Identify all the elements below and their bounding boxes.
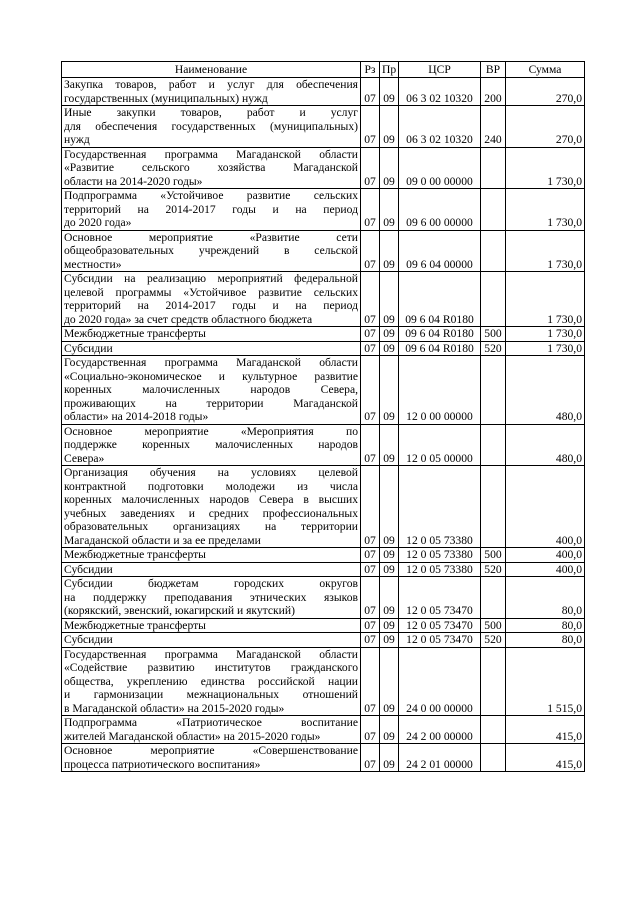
row-sum: 1 730,0: [506, 341, 585, 356]
table-row: [62, 744, 585, 772]
row-csr: 09 6 00 00000: [399, 189, 481, 231]
table-row: [62, 424, 585, 466]
row-vr: 500: [481, 548, 506, 563]
row-pr: 09: [380, 272, 399, 327]
row-name: [62, 548, 361, 563]
row-csr: 06 3 02 10320: [399, 106, 481, 148]
row-name: [62, 633, 361, 648]
row-csr: 09 6 04 R0180: [399, 327, 481, 342]
row-sum: 415,0: [506, 744, 585, 772]
table-row: [62, 341, 585, 356]
row-vr: [481, 356, 506, 425]
table-row: [62, 618, 585, 633]
row-csr: 12 0 05 73380: [399, 548, 481, 563]
row-name: [62, 618, 361, 633]
row-name-line: Субсидии: [64, 633, 113, 646]
table-row: [62, 633, 585, 648]
row-pr: 09: [380, 356, 399, 425]
row-name-line: образовательных организациях на территории: [64, 520, 358, 533]
row-sum: 1 730,0: [506, 147, 585, 189]
row-name-line: (корякский, эвенский, юкагирский и якутский): [64, 604, 295, 617]
row-name-line: Межбюджетные трансферты: [64, 548, 206, 561]
row-rz: 07: [361, 341, 380, 356]
row-pr: 09: [380, 424, 399, 466]
row-rz: 07: [361, 78, 380, 106]
row-name-line: «Социально-экономическое и культурное развитие: [64, 369, 358, 383]
row-name: [62, 230, 361, 272]
row-name: [62, 272, 361, 327]
row-name-line: Субсидии на реализацию мероприятий федеральной: [64, 272, 358, 285]
row-name-line: общества, укреплению единства российской нации: [64, 674, 358, 688]
row-name-line: коренных малочисленных народов Севера,: [64, 383, 358, 396]
row-name-line: Государственная программа Магаданской области: [64, 356, 358, 369]
row-name-line: Межбюджетные трансферты: [64, 618, 206, 632]
row-pr: 09: [380, 647, 399, 716]
row-name: [62, 577, 361, 619]
row-csr: 12 0 05 73470: [399, 633, 481, 648]
header-name: Наименование: [62, 62, 361, 78]
row-pr: 09: [380, 633, 399, 648]
budget-table: [61, 61, 585, 772]
header-pr: Пр: [380, 62, 399, 78]
row-sum: 270,0: [506, 106, 585, 148]
row-pr: 09: [380, 577, 399, 619]
row-sum: 415,0: [506, 716, 585, 744]
row-name-line: до 2020 года»: [64, 216, 132, 229]
row-name-line: процесса патриотического воспитания»: [64, 757, 261, 771]
row-sum: 400,0: [506, 466, 585, 548]
row-name: [62, 106, 361, 148]
row-vr: 240: [481, 106, 506, 148]
row-name-line: «Развитие сельского хозяйства Магаданской: [64, 161, 358, 174]
row-sum: 1 730,0: [506, 272, 585, 327]
row-name-line: для обеспечения государственных (муниципальных): [64, 119, 358, 133]
table-row: [62, 189, 585, 231]
row-vr: [481, 147, 506, 189]
row-rz: 07: [361, 716, 380, 744]
row-vr: 500: [481, 327, 506, 342]
row-name-line: до 2020 года» за счет средств областного бюджета: [64, 312, 313, 326]
table-row: [62, 577, 585, 619]
row-sum: 80,0: [506, 577, 585, 619]
table-row: [62, 272, 585, 327]
row-vr: [481, 424, 506, 466]
row-pr: 09: [380, 230, 399, 272]
header-sum: Сумма: [506, 62, 585, 78]
row-csr: 24 0 00 00000: [399, 647, 481, 716]
row-name-line: государственных (муниципальных) нужд: [64, 91, 268, 105]
row-pr: 09: [380, 189, 399, 231]
row-name-line: и гармонизации межнациональных отношений: [64, 688, 358, 701]
table-row: [62, 106, 585, 148]
row-name: [62, 189, 361, 231]
row-name-line: Субсидии: [64, 341, 113, 355]
row-name-line: Основное мероприятие «Совершенствование: [64, 744, 358, 757]
row-name-line: Севера»: [64, 451, 105, 465]
row-name-line: общеобразовательных учреждений в сельской: [64, 244, 358, 257]
header-rz: Рз: [361, 62, 380, 78]
row-name-line: «Содействие развитию институтов гражданского: [64, 661, 358, 674]
row-pr: 09: [380, 618, 399, 633]
row-name: [62, 716, 361, 744]
table-row: [62, 716, 585, 744]
row-sum: 80,0: [506, 618, 585, 633]
row-name-line: Государственная программа Магаданской области: [64, 147, 358, 161]
row-name-line: Иные закупки товаров, работ и услуг: [64, 106, 358, 119]
table-body: [62, 78, 585, 772]
row-name: [62, 647, 361, 716]
row-name: [62, 744, 361, 772]
row-vr: 500: [481, 618, 506, 633]
row-name: [62, 466, 361, 548]
row-sum: 480,0: [506, 356, 585, 425]
row-rz: 07: [361, 633, 380, 648]
row-name-line: контрактной подготовки молодежи из числа: [64, 479, 358, 493]
row-sum: 1 730,0: [506, 327, 585, 342]
row-rz: 07: [361, 618, 380, 633]
row-pr: 09: [380, 327, 399, 342]
row-sum: 400,0: [506, 562, 585, 577]
row-name-line: Государственная программа Магаданской области: [64, 647, 358, 661]
row-rz: 07: [361, 147, 380, 189]
row-rz: 07: [361, 424, 380, 466]
row-sum: 80,0: [506, 633, 585, 648]
table-row: [62, 147, 585, 189]
row-sum: 480,0: [506, 424, 585, 466]
row-name-line: Межбюджетные трансферты: [64, 327, 206, 340]
row-name-line: Субсидии бюджетам городских округов: [64, 577, 358, 590]
table-row: [62, 548, 585, 563]
row-csr: 12 0 05 73470: [399, 618, 481, 633]
row-vr: [481, 272, 506, 327]
table-row: [62, 647, 585, 716]
row-rz: 07: [361, 744, 380, 772]
row-rz: 07: [361, 106, 380, 148]
row-csr: 09 6 04 00000: [399, 230, 481, 272]
row-name-line: поддержке коренных малочисленных народов: [64, 438, 358, 451]
row-pr: 09: [380, 562, 399, 577]
row-name-line: учебных заведениях и средних профессиональных: [64, 506, 358, 520]
row-name-line: на поддержку преподавания этнических языков: [64, 590, 358, 604]
row-rz: 07: [361, 272, 380, 327]
row-sum: 1 730,0: [506, 230, 585, 272]
row-pr: 09: [380, 548, 399, 563]
table-row: [62, 466, 585, 548]
row-name-line: территорий на 2014-2017 годы и на период: [64, 202, 358, 216]
row-name-line: Магаданской области и за ее пределами: [64, 533, 261, 547]
row-csr: 12 0 05 00000: [399, 424, 481, 466]
row-name-line: Основное мероприятие «Мероприятия по: [64, 424, 358, 438]
row-rz: 07: [361, 327, 380, 342]
row-name-line: Подпрограмма «Патриотическое воспитание: [64, 716, 358, 729]
row-name-line: Организация обучения на условиях целевой: [64, 466, 358, 479]
table-row: [62, 562, 585, 577]
row-pr: 09: [380, 147, 399, 189]
row-name: [62, 341, 361, 356]
row-pr: 09: [380, 106, 399, 148]
row-name: [62, 424, 361, 466]
row-vr: [481, 230, 506, 272]
row-name-line: Субсидии: [64, 562, 113, 576]
row-rz: 07: [361, 562, 380, 577]
row-csr: 06 3 02 10320: [399, 78, 481, 106]
row-vr: [481, 577, 506, 619]
row-name: [62, 147, 361, 189]
row-name-line: Подпрограмма «Устойчивое развитие сельских: [64, 189, 358, 202]
table-row: [62, 230, 585, 272]
row-vr: [481, 744, 506, 772]
row-name-line: целевой программы «Устойчивое развитие сельских: [64, 285, 358, 299]
row-vr: [481, 647, 506, 716]
row-name-line: местности»: [64, 257, 122, 271]
row-vr: 520: [481, 562, 506, 577]
row-vr: [481, 716, 506, 744]
row-csr: 09 0 00 00000: [399, 147, 481, 189]
row-rz: 07: [361, 466, 380, 548]
row-name-line: коренных малочисленных народов Севера в высших: [64, 493, 358, 506]
row-rz: 07: [361, 189, 380, 231]
header-vr: ВР: [481, 62, 506, 78]
row-name-line: Закупка товаров, работ и услуг для обеспечения: [64, 78, 358, 91]
row-rz: 07: [361, 548, 380, 563]
row-sum: 270,0: [506, 78, 585, 106]
row-pr: 09: [380, 341, 399, 356]
row-sum: 1 515,0: [506, 647, 585, 716]
row-name-line: жителей Магаданской области» на 2015-2020 годы»: [64, 729, 321, 743]
row-pr: 09: [380, 744, 399, 772]
row-rz: 07: [361, 647, 380, 716]
row-name-line: в Магаданской области» на 2015-2020 годы»: [64, 701, 285, 715]
row-name: [62, 78, 361, 106]
row-vr: 520: [481, 633, 506, 648]
row-vr: 520: [481, 341, 506, 356]
row-csr: 24 2 00 00000: [399, 716, 481, 744]
row-sum: 400,0: [506, 548, 585, 563]
row-name-line: территорий на 2014-2017 годы и на период: [64, 299, 358, 312]
table-row: [62, 78, 585, 106]
row-name-line: Основное мероприятие «Развитие сети: [64, 230, 358, 244]
row-csr: 09 6 04 R0180: [399, 341, 481, 356]
row-name-line: области на 2014-2020 годы»: [64, 174, 203, 188]
row-csr: 12 0 05 73380: [399, 562, 481, 577]
row-csr: 12 0 05 73470: [399, 577, 481, 619]
header-csr: ЦСР: [399, 62, 481, 78]
row-vr: [481, 189, 506, 231]
row-rz: 07: [361, 230, 380, 272]
row-name: [62, 356, 361, 425]
row-rz: 07: [361, 577, 380, 619]
row-csr: 12 0 05 73380: [399, 466, 481, 548]
row-pr: 09: [380, 466, 399, 548]
table-row: [62, 356, 585, 425]
row-pr: 09: [380, 78, 399, 106]
row-sum: 1 730,0: [506, 189, 585, 231]
row-name: [62, 562, 361, 577]
row-name-line: нужд: [64, 133, 90, 146]
row-vr: 200: [481, 78, 506, 106]
row-csr: 24 2 01 00000: [399, 744, 481, 772]
row-csr: 12 0 00 00000: [399, 356, 481, 425]
row-csr: 09 6 04 R0180: [399, 272, 481, 327]
row-name-line: проживающих на территории Магаданской: [64, 396, 358, 410]
row-name-line: области» на 2014-2018 годы»: [64, 410, 209, 423]
row-vr: [481, 466, 506, 548]
row-name: [62, 327, 361, 342]
row-rz: 07: [361, 356, 380, 425]
table-row: [62, 327, 585, 342]
row-pr: 09: [380, 716, 399, 744]
table-header-row: [62, 62, 585, 78]
